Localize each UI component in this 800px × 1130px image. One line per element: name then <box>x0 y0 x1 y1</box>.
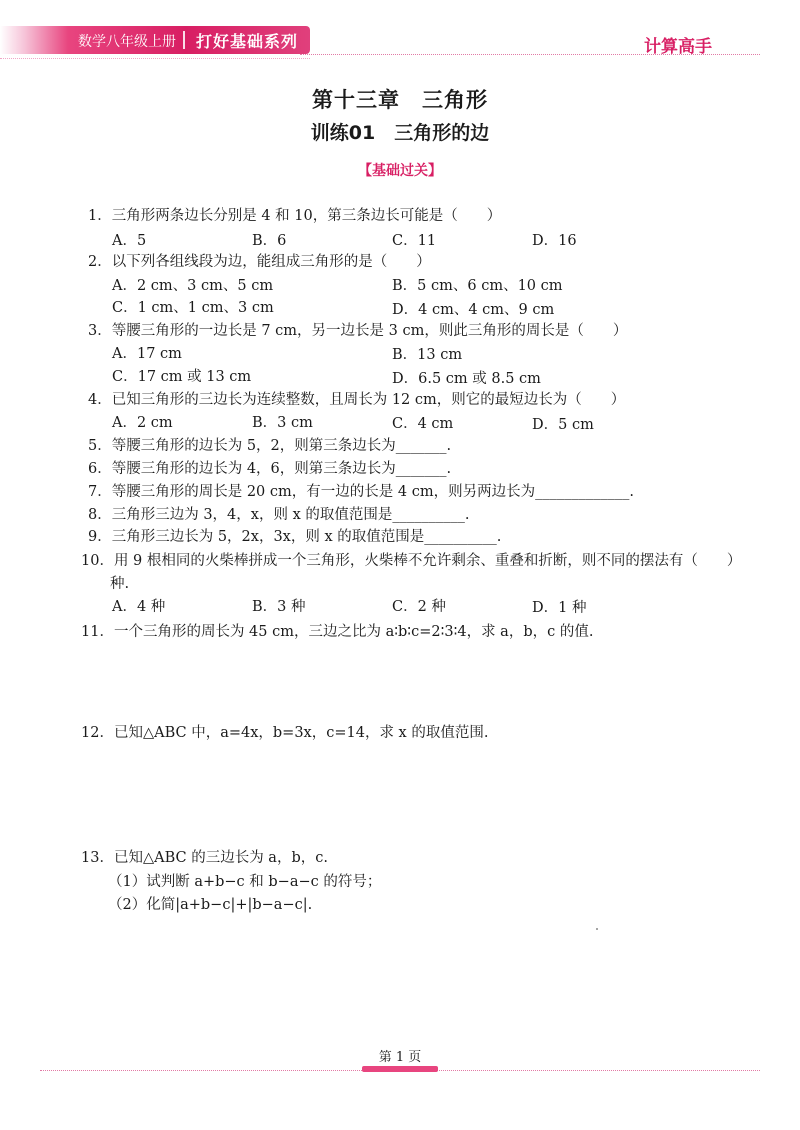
header-divider <box>183 31 185 49</box>
q1-option-c: C．11 <box>392 233 437 249</box>
section-label: 【基础过关】 <box>358 163 442 179</box>
header-banner <box>0 26 310 54</box>
q3-option-a: A．17 cm <box>112 346 182 362</box>
q3-option-c: C．17 cm 或 13 cm <box>112 369 252 385</box>
q10-option-d: D．1 种 <box>532 600 587 616</box>
question-13-part-2: （2）化简|a+b−c|+|b−a−c|. <box>108 897 313 913</box>
question-13-part-1: （1）试判断 a+b−c 和 b−a−c 的符号； <box>108 874 382 890</box>
question-6: 6．等腰三角形的边长为 4，6，则第三条边长为_______. <box>88 461 452 477</box>
q2-option-c: C．1 cm、1 cm、3 cm <box>112 300 274 316</box>
q10-option-c: C．2 种 <box>392 599 446 615</box>
question-11: 11．一个三角形的周长为 45 cm，三边之比为 a∶b∶c=2∶3∶4，求 a，b，c 的值. <box>81 624 594 640</box>
grade-label: 数学八年级上册 <box>78 34 176 50</box>
brand-label: 计算高手 <box>644 37 712 57</box>
question-3: 3．等腰三角形的一边长是 7 cm，另一边长是 3 cm，则此三角形的周长是（ ） <box>88 323 628 339</box>
q10-option-a: A．4 种 <box>112 599 166 615</box>
question-2: 2．以下列各组线段为边，能组成三角形的是（ ） <box>88 254 431 270</box>
q3-option-d: D．6.5 cm 或 8.5 cm <box>392 371 541 387</box>
question-1: 1．三角形两条边长分别是 4 和 10，第三条边长可能是（ ） <box>88 208 502 224</box>
question-13: 13．已知△ABC 的三边长为 a，b，c. <box>81 850 328 866</box>
q1-option-d: D．16 <box>532 233 577 249</box>
question-9: 9．三角形三边长为 5，2x，3x，则 x 的取值范围是__________. <box>88 529 502 545</box>
question-4: 4．已知三角形的三边长为连续整数，且周长为 12 cm，则它的最短边长为（ ） <box>88 392 626 408</box>
chapter-title: 第十三章 三角形 <box>312 88 488 112</box>
q4-option-c: C．4 cm <box>392 416 454 432</box>
q2-option-a: A．2 cm、3 cm、5 cm <box>112 278 274 294</box>
q3-option-b: B．13 cm <box>392 347 463 363</box>
question-10: 10．用 9 根相同的火柴棒拼成一个三角形，火柴棒不允许剩余、重叠和折断，则不同的摆法有（ ） <box>81 553 742 569</box>
q4-option-b: B．3 cm <box>252 415 313 431</box>
footer-accent-bar <box>362 1066 438 1072</box>
q1-option-a: A．5 <box>112 233 147 249</box>
q4-option-a: A．2 cm <box>112 415 173 431</box>
lesson-title: 训练01 三角形的边 <box>310 122 490 144</box>
question-10-cont: 种. <box>110 576 130 592</box>
series-label: 打好基础系列 <box>196 32 299 51</box>
scan-speck <box>596 928 598 930</box>
q1-option-b: B．6 <box>252 233 287 249</box>
q2-option-b: B．5 cm、6 cm、10 cm <box>392 278 563 294</box>
header-rule-left <box>0 58 310 59</box>
header-rule <box>300 54 760 55</box>
question-12: 12．已知△ABC 中，a=4x，b=3x，c=14，求 x 的取值范围. <box>81 725 489 741</box>
q10-option-b: B．3 种 <box>252 599 306 615</box>
question-8: 8．三角形三边为 3，4，x，则 x 的取值范围是__________. <box>88 507 470 523</box>
question-7: 7．等腰三角形的周长是 20 cm，有一边的长是 4 cm，则另两边长为_____________. <box>88 484 634 500</box>
q4-option-d: D．5 cm <box>532 417 594 433</box>
q2-option-d: D．4 cm、4 cm、9 cm <box>392 302 555 318</box>
page-number: 第 1 页 <box>378 1050 422 1065</box>
question-5: 5．等腰三角形的边长为 5，2，则第三条边长为_______. <box>88 438 452 454</box>
